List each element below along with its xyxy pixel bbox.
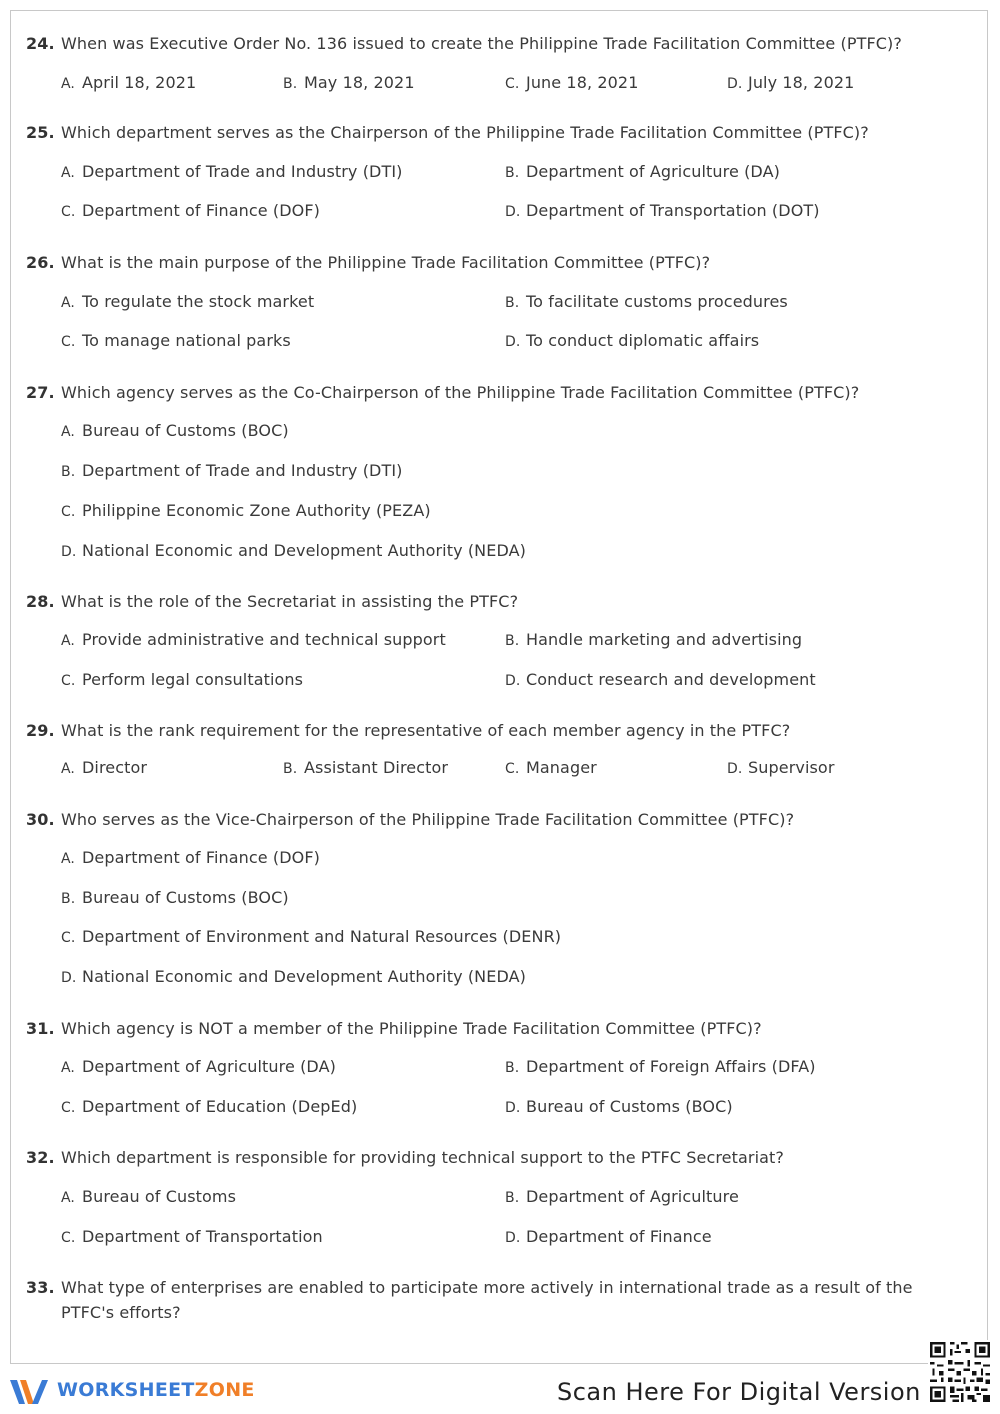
question-number: 24.	[26, 34, 55, 53]
option-c: C. Perform legal consultations	[61, 670, 304, 689]
option-d: D. Supervisor	[727, 758, 835, 777]
option-b: B. Handle marketing and advertising	[505, 630, 803, 649]
brand-wordmark	[57, 1379, 255, 1401]
question-text: Which department serves as the Chairperson of the Philippine Trade Facilitation Committee (PTFC)?	[61, 123, 869, 142]
question-text: What is the role of the Secretariat in assisting the PTFC?	[61, 592, 519, 611]
option-c: C. To manage national parks	[61, 331, 291, 350]
question-number: 28.	[26, 592, 55, 611]
worksheet-page	[10, 10, 988, 1364]
question-text: What is the main purpose of the Philippine Trade Facilitation Committee (PTFC)?	[61, 253, 711, 272]
option-a: A. Department of Agriculture (DA)	[61, 1057, 336, 1076]
option-a: A. Bureau of Customs	[61, 1187, 237, 1206]
worksheetzone-logo-icon	[8, 1377, 50, 1407]
question-number: 31.	[26, 1019, 55, 1038]
question-text: What is the rank requirement for the representative of each member agency in the PTFC?	[61, 721, 791, 740]
option-b: B. To facilitate customs procedures	[505, 292, 788, 311]
option-d: D. July 18, 2021	[727, 73, 855, 92]
option-a: A. Director	[61, 758, 148, 777]
question-text: Which agency is NOT a member of the Philippine Trade Facilitation Committee (PTFC)?	[61, 1019, 762, 1038]
question-text: Who serves as the Vice-Chairperson of the Philippine Trade Facilitation Committee (PTFC)?	[61, 810, 795, 829]
option-d: D. Conduct research and development	[505, 670, 816, 689]
question-number: 33.	[26, 1278, 55, 1297]
question-number: 25.	[26, 123, 55, 142]
option-c: C. June 18, 2021	[505, 73, 639, 92]
option-d: D. Department of Finance	[505, 1227, 712, 1246]
option-b: B. Bureau of Customs (BOC)	[61, 888, 289, 907]
option-c: C. Manager	[505, 758, 597, 777]
question-number: 30.	[26, 810, 55, 829]
page-footer	[0, 1364, 1000, 1414]
question-number: 29.	[26, 721, 55, 740]
option-c: C. Philippine Economic Zone Authority (PEZA)	[61, 501, 431, 520]
option-a: A. Provide administrative and technical support	[61, 630, 446, 649]
question-text: What type of enterprises are enabled to participate more actively in international trade as a result of the PTFC's efforts?	[61, 1278, 913, 1322]
option-b: B. Department of Foreign Affairs (DFA)	[505, 1057, 816, 1076]
option-d: D. Department of Transportation (DOT)	[505, 201, 820, 220]
option-b: B. Department of Agriculture (DA)	[505, 162, 780, 181]
option-c: C. Department of Finance (DOF)	[61, 201, 321, 220]
question-text: Which department is responsible for providing technical support to the PTFC Secretariat?	[61, 1148, 785, 1167]
option-d: D. Bureau of Customs (BOC)	[505, 1097, 733, 1116]
question-text: Which agency serves as the Co-Chairperson of the Philippine Trade Facilitation Committee (PTFC)?	[61, 383, 860, 402]
option-d: D. To conduct diplomatic affairs	[505, 331, 760, 350]
question-number: 27.	[26, 383, 55, 402]
option-b: B. Department of Trade and Industry (DTI)	[61, 461, 403, 480]
option-c: C. Department of Education (DepEd)	[61, 1097, 358, 1116]
scan-text: Scan Here For Digital Version	[557, 1378, 921, 1406]
question-number: 26.	[26, 253, 55, 272]
question-number: 32.	[26, 1148, 55, 1167]
option-b: B. May 18, 2021	[283, 73, 415, 92]
qr-code-icon[interactable]	[928, 1340, 992, 1404]
option-a: A. Department of Finance (DOF)	[61, 848, 321, 867]
option-d: D. National Economic and Development Authority (NEDA)	[61, 967, 526, 986]
brand-accent: ZONE	[194, 1379, 255, 1401]
option-b: B. Assistant Director	[283, 758, 449, 777]
option-c: C. Department of Transportation	[61, 1227, 323, 1246]
option-a: A. Department of Trade and Industry (DTI)	[61, 162, 403, 181]
brand-main: WORKSHEET	[57, 1379, 195, 1401]
option-d: D. National Economic and Development Authority (NEDA)	[61, 541, 526, 560]
option-a: A. Bureau of Customs (BOC)	[61, 421, 289, 440]
option-b: B. Department of Agriculture	[505, 1187, 739, 1206]
option-a: A. April 18, 2021	[61, 73, 197, 92]
option-a: A. To regulate the stock market	[61, 292, 315, 311]
option-c: C. Department of Environment and Natural Resources (DENR)	[61, 927, 562, 946]
question-text: When was Executive Order No. 136 issued to create the Philippine Trade Facilitation Committee (PTFC)?	[61, 34, 902, 53]
